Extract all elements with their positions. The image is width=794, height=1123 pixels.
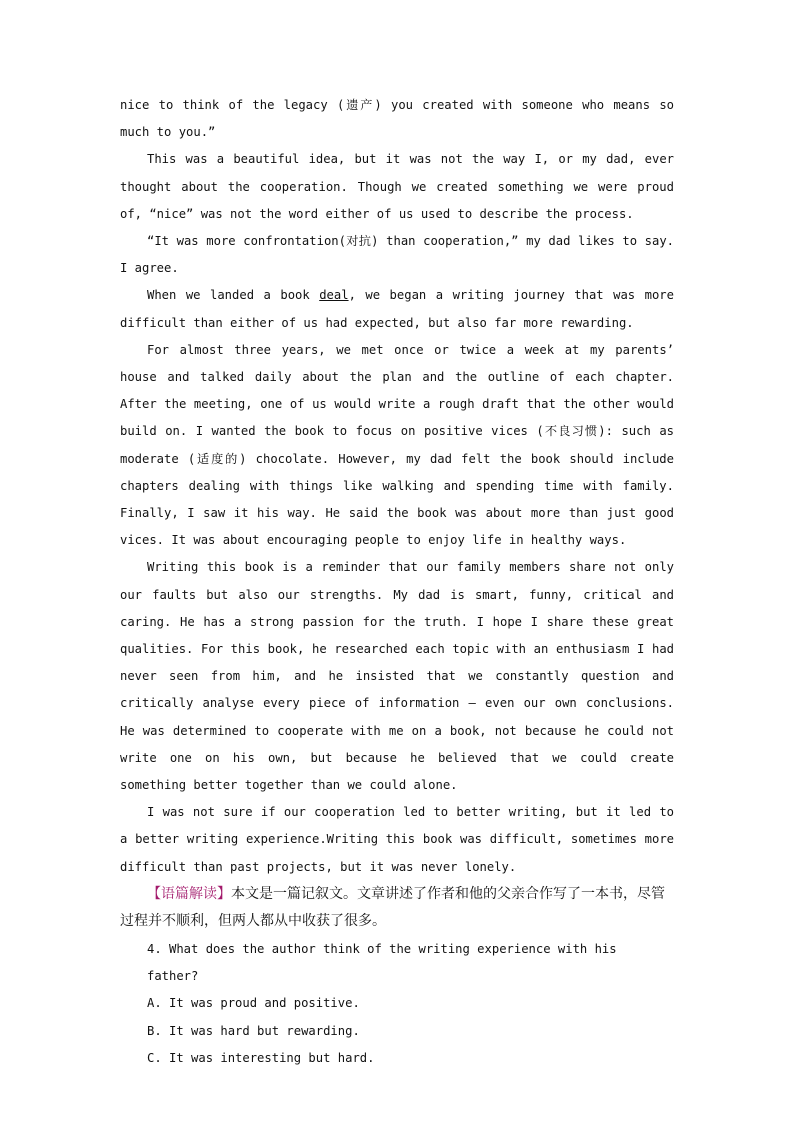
paragraph-1: This was a beautiful idea, but it was not the way I, or my dad, ever thought about the cooperation. Though we created something we were proud of, “nice” was not the word either of us used to describe the process. (120, 152, 674, 221)
paragraph-0: nice to think of the legacy (遗产) you created with someone who means so much to you.” (120, 98, 674, 140)
option-c[interactable]: C. It was interesting but hard. (147, 1050, 375, 1065)
analysis-tag: 【语篇解读】 (147, 885, 231, 902)
paragraph-3 (120, 282, 674, 336)
paragraph-3-before: When we landed a book (147, 288, 320, 303)
paragraph-2: “It was more confrontation(对抗) than cooperation,” my dad likes to say. I agree. (120, 234, 674, 276)
passage-analysis (120, 881, 674, 936)
paragraph-5: Writing this book is a reminder that our family members share not only our faults but also our strengths. My dad is smart, funny, critical and caring. He has a strong passion for the truth. I hope I share these great qualities. For this book, he researched each topic with an enthusiasm I had never seen from him, and he insisted that we constantly question and critically analyse every piece of information — even our own conclusions. He was determined to cooperate with me on a book, not because he could not write one on his own, but because he believed that we could create something better together than we could alone. (120, 560, 674, 793)
passage (120, 92, 674, 1072)
option-a[interactable]: A. It was proud and positive. (147, 996, 360, 1011)
paragraph-3-after: , we began a writing journey that was more difficult than either of us had expected, but also far more rewarding. (120, 288, 674, 330)
underlined-word: deal (319, 288, 349, 303)
analysis-text: 本文是一篇记叙文。文章讲述了作者和他的父亲合作写了一本书，尽管过程并不顺利，但两人都从中收获了很多。 (120, 885, 665, 930)
option-b[interactable]: B. It was hard but rewarding. (147, 1023, 360, 1038)
question-stem: 4. What does the author think of the writing experience with his father? (147, 941, 617, 984)
paragraph-6: I was not sure if our cooperation led to better writing, but it led to a better writing experience.Writing this book was difficult, sometimes more difficult than past projects, but it was never lonely. (120, 805, 674, 874)
paragraph-4: For almost three years, we met once or twice a week at my parents’ house and talked daily about the plan and the outline of each chapter. After the meeting, one of us would write a rough draft that the other would build on. I wanted the book to focus on positive vices (不良习惯): such as moderate (适度的) chocolate. However, my dad felt the book should include chapters dealing with things like walking and spending time with family. Finally, I saw it his way. He said the book was about more than just good vices. It was about encouraging people to enjoy life in healthy ways. (120, 342, 674, 548)
